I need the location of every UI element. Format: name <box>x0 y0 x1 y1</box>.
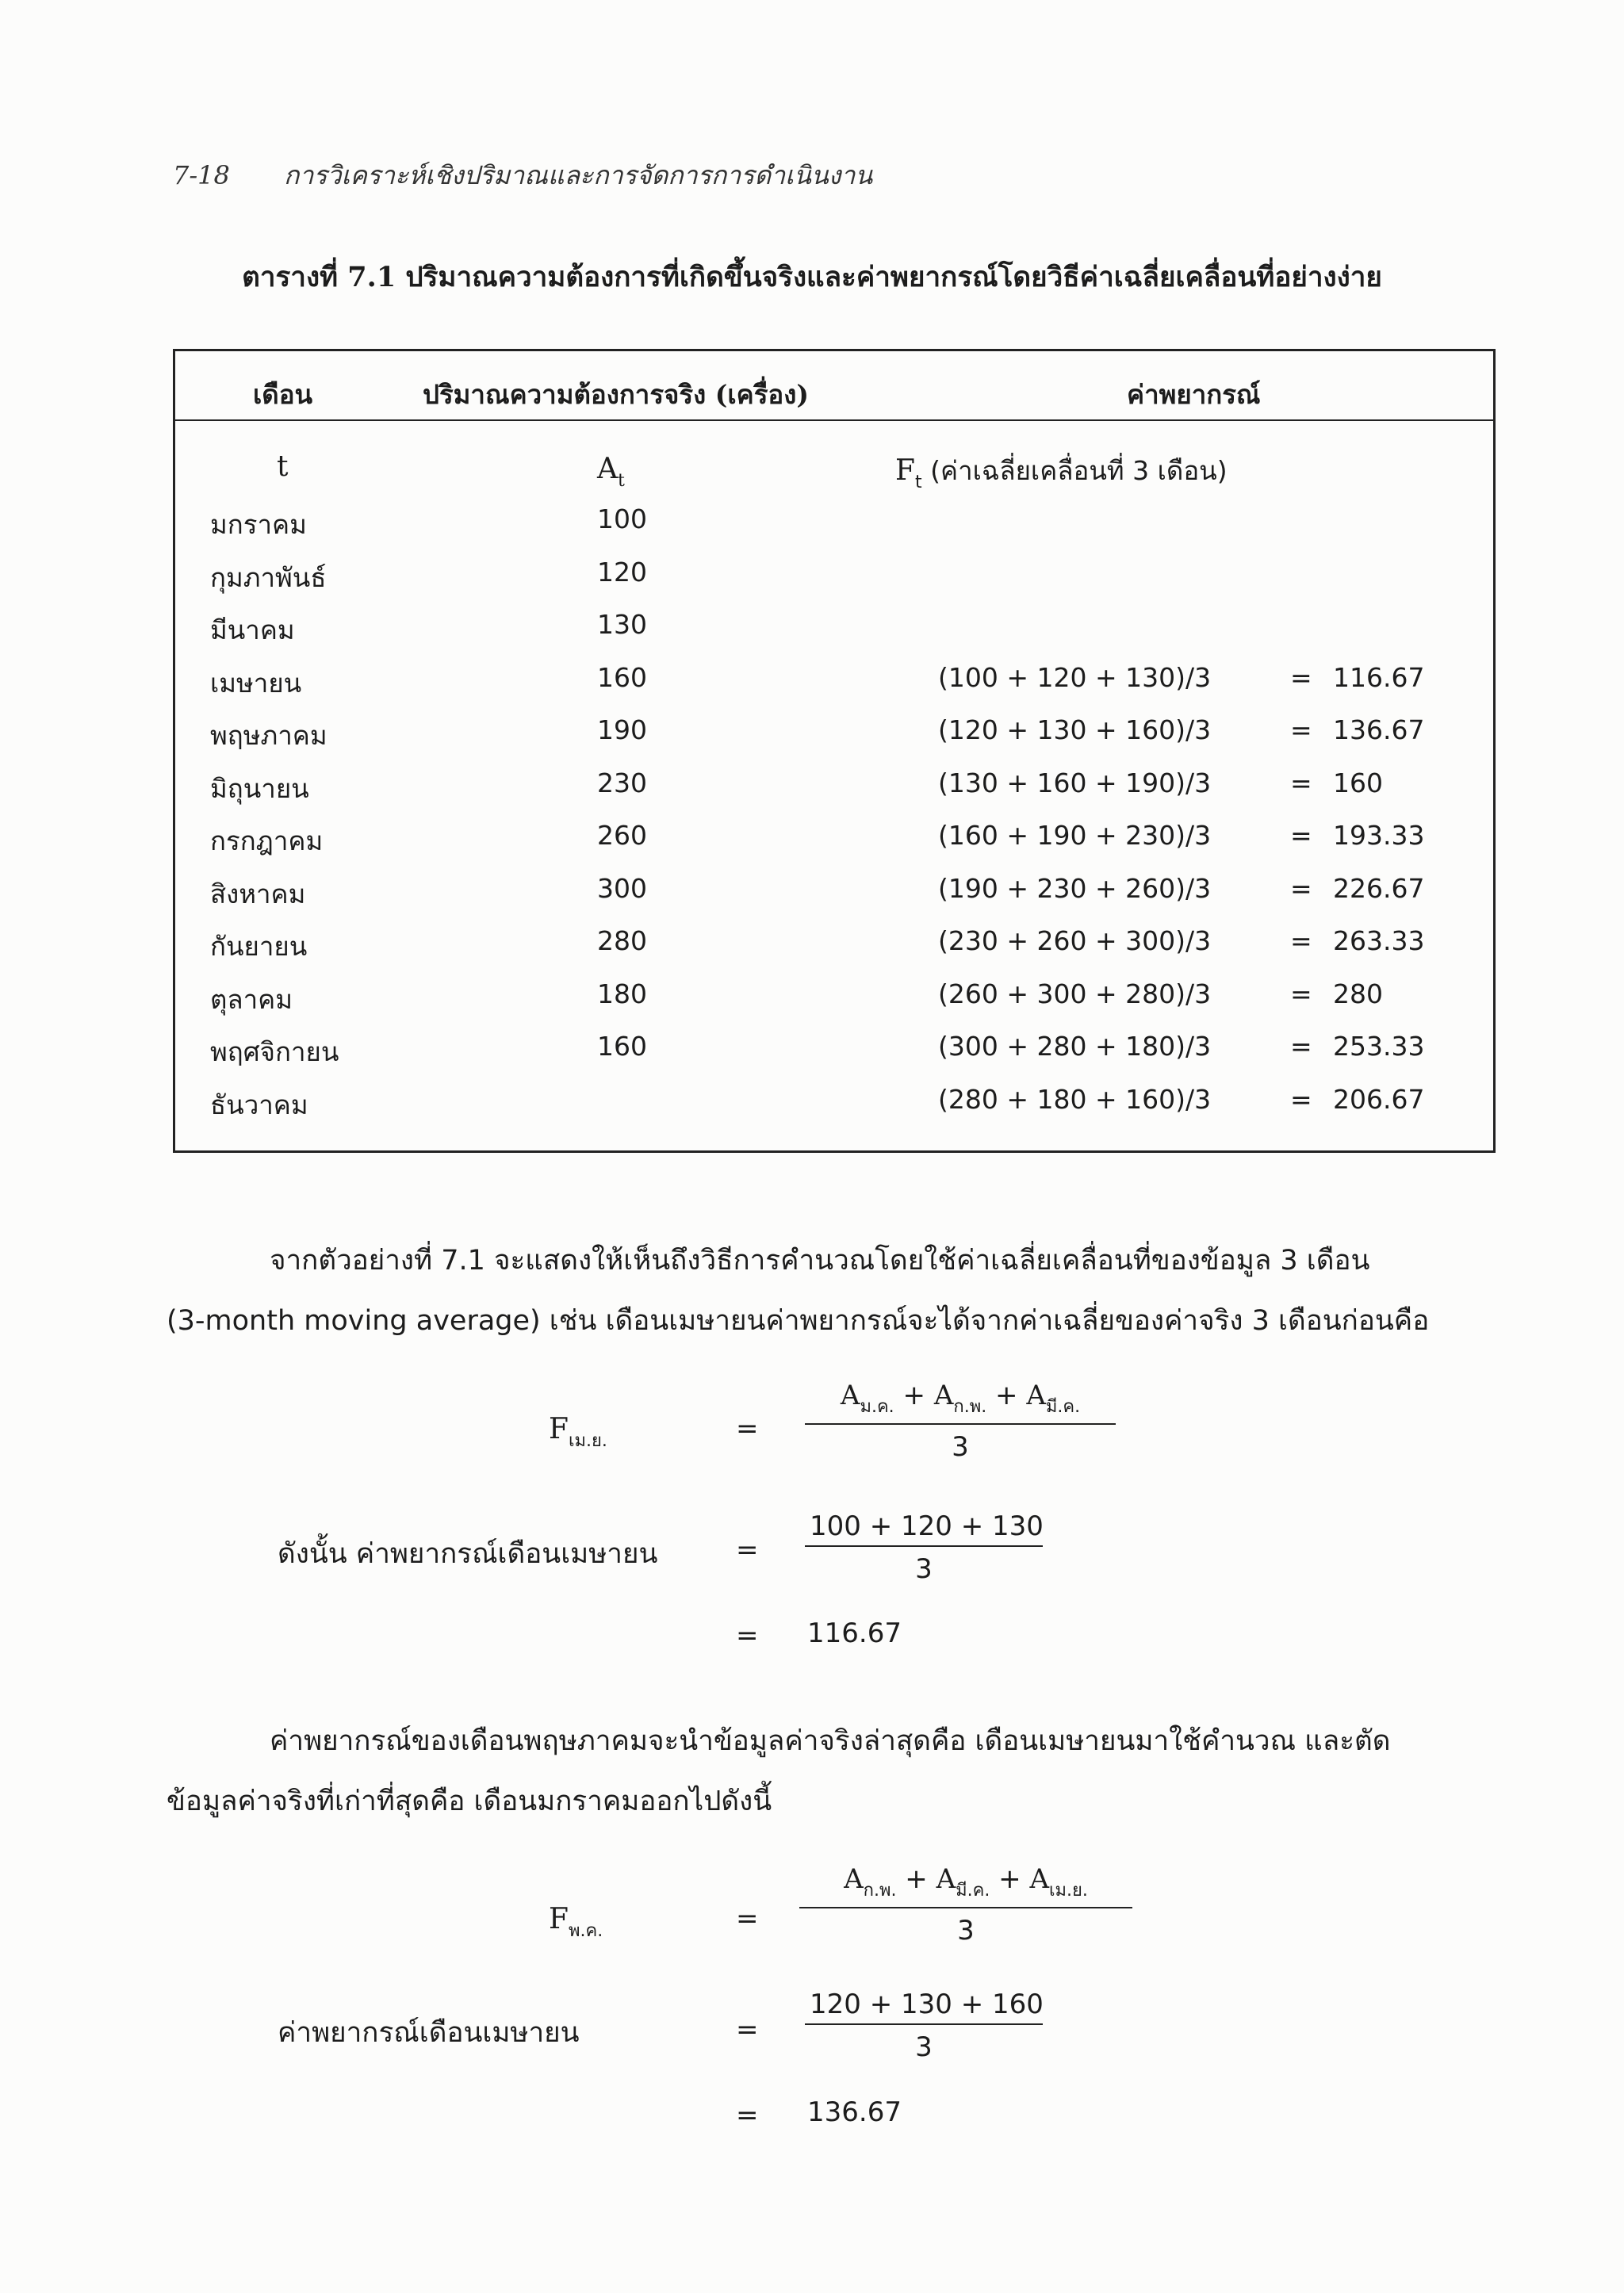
eq1-numeric-equals: = <box>736 1534 759 1566</box>
symbol-a-sub: t <box>618 471 625 491</box>
cell-actual: 160 <box>597 661 647 693</box>
symbol-t: t <box>277 450 289 483</box>
eq1-equals: = <box>736 1413 759 1445</box>
eq2-numeric-numerator: 120 + 130 + 160 <box>805 1989 1043 2025</box>
cell-equals: = <box>1290 661 1312 693</box>
symbol-f-sub: t <box>914 473 922 492</box>
cell-formula: (190 + 230 + 260)/3 <box>938 872 1212 904</box>
cell-month: พฤษภาคม <box>210 720 327 751</box>
cell-actual: 190 <box>597 714 647 745</box>
eq2-numerator: $A_{ก.พ.} + A_{มี.ค.} + A_{เม.ย.}$ <box>799 1863 1132 1908</box>
eq1-numerator: $A_{ม.ค.} + A_{ก.พ.} + A_{มี.ค.}$ <box>805 1380 1116 1425</box>
cell-actual: 260 <box>597 820 647 851</box>
eq2-label: ค่าพยากรณ์เดือนเมษายน <box>278 2017 580 2049</box>
cell-forecast: 263.33 <box>1333 925 1425 956</box>
page-number: 7-18 <box>173 160 230 190</box>
symbol-a: A <box>597 453 618 485</box>
eq1-fraction <box>805 1380 1116 1463</box>
header-actual-demand: ปริมาณความต้องการจริง (เครื่อง) <box>423 379 809 410</box>
cell-actual: 130 <box>597 609 647 640</box>
eq2-fraction <box>799 1863 1132 1947</box>
cell-forecast: 226.67 <box>1333 872 1425 904</box>
cell-forecast: 206.67 <box>1333 1083 1425 1115</box>
eq1-f-sub: เม.ย. <box>568 1431 607 1451</box>
paragraph-2-line-1: ค่าพยากรณ์ของเดือนพฤษภาคมจะนำข้อมูลค่าจริงล่าสุดคือ เดือนเมษายนมาใช้คำนวณ และตัด <box>270 1725 1391 1757</box>
cell-month: กุมภาพันธ์ <box>210 561 327 593</box>
cell-equals: = <box>1290 925 1312 956</box>
cell-actual: 120 <box>597 556 647 588</box>
eq1-numeric-fraction <box>805 1510 1043 1585</box>
eq2-result-equals: = <box>736 2100 759 2131</box>
cell-month: กันยายน <box>210 931 308 962</box>
paragraph-1-line-1: จากตัวอย่างที่ 7.1 จะแสดงให้เห็นถึงวิธีการคำนวณโดยใช้ค่าเฉลี่ยเคลื่อนที่ของข้อมูล 3 เดือน <box>270 1245 1370 1277</box>
cell-month: เมษายน <box>210 667 302 699</box>
cell-formula: (160 + 190 + 230)/3 <box>938 820 1212 851</box>
cell-actual: 160 <box>597 1031 647 1062</box>
cell-formula: (230 + 260 + 300)/3 <box>938 925 1212 956</box>
running-header <box>173 155 872 196</box>
symbol-a-t <box>597 453 625 491</box>
eq1-result: 116.67 <box>807 1617 902 1649</box>
eq1-label: ดังนั้น ค่าพยากรณ์เดือนเมษายน <box>278 1538 658 1570</box>
cell-month: ธันวาคม <box>210 1089 308 1120</box>
eq2-result: 136.67 <box>807 2096 902 2128</box>
cell-formula: (120 + 130 + 160)/3 <box>938 714 1212 745</box>
cell-forecast: 160 <box>1333 767 1383 798</box>
paragraph-2 <box>167 1711 1496 1832</box>
eq1-denominator: 3 <box>952 1431 969 1463</box>
cell-month: มิถุนายน <box>210 772 309 804</box>
cell-actual: 230 <box>597 767 647 798</box>
cell-forecast: 136.67 <box>1333 714 1425 745</box>
running-title: การวิเคราะห์เชิงปริมาณและการจัดการการดำเนินงาน <box>284 160 873 190</box>
eq2-numeric-fraction <box>805 1989 1043 2063</box>
cell-formula: (130 + 160 + 190)/3 <box>938 767 1212 798</box>
cell-equals: = <box>1290 820 1312 851</box>
header-divider <box>175 419 1493 421</box>
eq2-numeric-equals: = <box>736 2014 759 2046</box>
paragraph-2-line-2: ข้อมูลค่าจริงที่เก่าที่สุดคือ เดือนมกราคมออกไปดังนี้ <box>167 1786 772 1817</box>
forecast-note: (ค่าเฉลี่ยเคลื่อนที่ 3 เดือน) <box>930 455 1228 486</box>
cell-actual: 100 <box>597 503 647 534</box>
cell-month: พฤศจิกายน <box>210 1036 339 1067</box>
cell-formula: (100 + 120 + 130)/3 <box>938 661 1212 693</box>
cell-month: ตุลาคม <box>210 983 293 1015</box>
cell-forecast: 116.67 <box>1333 661 1425 693</box>
cell-forecast: 193.33 <box>1333 820 1425 851</box>
header-month: เดือน <box>253 379 313 410</box>
cell-formula: (280 + 180 + 160)/3 <box>938 1083 1212 1115</box>
cell-equals: = <box>1290 714 1312 745</box>
eq2-equals: = <box>736 1903 759 1935</box>
eq1-numeric-denominator: 3 <box>915 1553 933 1585</box>
eq2-f-symbol: $F_{พ.ค.}$ <box>549 1903 603 1941</box>
cell-month: สิงหาคม <box>210 878 306 909</box>
cell-actual: 280 <box>597 925 647 956</box>
cell-month: มีนาคม <box>210 614 295 645</box>
cell-equals: = <box>1290 767 1312 798</box>
eq2-f-sub: พ.ค. <box>568 1921 603 1941</box>
eq1-numeric-numerator: 100 + 120 + 130 <box>805 1510 1043 1547</box>
table-title: ตารางที่ 7.1 ปริมาณความต้องการที่เกิดขึ้นจริงและค่าพยากรณ์โดยวิธีค่าเฉลี่ยเคลื่อนที่อย่างง่าย <box>242 261 1382 293</box>
cell-forecast: 253.33 <box>1333 1031 1425 1062</box>
symbol-f: F <box>895 454 915 487</box>
cell-month: กรกฎาคม <box>210 825 324 856</box>
cell-actual: 180 <box>597 978 647 1009</box>
paragraph-1-line-2: (3-month moving average) เช่น เดือนเมษายนค่าพยากรณ์จะได้จากค่าเฉลี่ยของค่าจริง 3 เดือนก่อนคือ <box>167 1305 1430 1337</box>
cell-equals: = <box>1290 872 1312 904</box>
cell-formula: (260 + 300 + 280)/3 <box>938 978 1212 1009</box>
eq2-denominator: 3 <box>957 1915 975 1947</box>
cell-equals: = <box>1290 1083 1312 1115</box>
symbol-f-t <box>895 450 1228 492</box>
cell-equals: = <box>1290 1031 1312 1062</box>
cell-formula: (300 + 280 + 180)/3 <box>938 1031 1212 1062</box>
eq1-result-equals: = <box>736 1620 759 1652</box>
eq2-numeric-denominator: 3 <box>915 2031 933 2063</box>
cell-month: มกราคม <box>210 509 307 540</box>
eq1-f-symbol: $F_{เม.ย.}$ <box>549 1413 607 1451</box>
cell-actual: 300 <box>597 872 647 904</box>
cell-forecast: 280 <box>1333 978 1383 1009</box>
forecast-table <box>173 349 1496 1153</box>
paragraph-1 <box>167 1231 1496 1351</box>
header-forecast: ค่าพยากรณ์ <box>1127 379 1261 410</box>
cell-equals: = <box>1290 978 1312 1009</box>
